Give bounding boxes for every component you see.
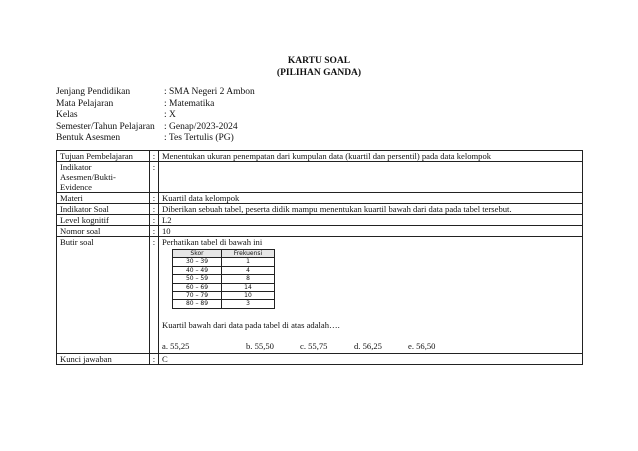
- identity-info: [56, 87, 255, 145]
- info-value: : Tes Tertulis (PG): [164, 133, 234, 144]
- card-subtitle: (PILIHAN GANDA): [276, 68, 362, 78]
- row-value: L2: [159, 215, 583, 226]
- row-label: Indikator Soal: [57, 204, 150, 215]
- info-row-mapel: [56, 99, 255, 111]
- row-label: Level kognitif: [57, 215, 150, 226]
- cell-skor: 60 – 69: [173, 283, 222, 291]
- row-label: Butir soal: [57, 237, 150, 354]
- info-value: : Matematika: [164, 98, 215, 109]
- option-e: e. 56,50: [408, 340, 436, 351]
- cell-frekuensi: 1: [222, 258, 275, 266]
- row-label: [57, 162, 150, 193]
- row-kunci: [57, 353, 583, 364]
- info-value: : SMA Negeri 2 Ambon: [164, 87, 255, 97]
- row-value: Diberikan sebuah tabel, peserta didik mampu menentukan kuartil bawah dari data pada tabel tersebut.: [159, 204, 583, 215]
- info-label: Jenjang Pendidikan: [56, 87, 131, 97]
- cell-frekuensi: 8: [222, 275, 275, 283]
- header-frekuensi: Frekuensi: [222, 250, 275, 258]
- score-table-header: [173, 250, 275, 258]
- row-label: Tujuan Pembelajaran: [57, 151, 150, 162]
- table-row: [173, 258, 275, 266]
- row-colon: :: [150, 204, 159, 215]
- option-b: b. 55,50: [246, 340, 274, 351]
- row-value: C: [159, 353, 583, 364]
- row-label: Kunci jawaban: [57, 353, 150, 364]
- info-value: : X: [164, 110, 176, 121]
- row-colon: :: [150, 226, 159, 237]
- info-value: : Genap/2023-2024: [164, 121, 238, 132]
- row-materi: [57, 193, 583, 204]
- table-row: [173, 275, 275, 283]
- card-title: KARTU SOAL: [287, 56, 351, 66]
- cell-frekuensi: 14: [222, 283, 275, 291]
- question-text: Kuartil bawah dari data pada tabel di atas adalah….: [162, 319, 340, 330]
- row-indikator-soal: [57, 204, 583, 215]
- row-value: 10: [159, 226, 583, 237]
- cell-frekuensi: 4: [222, 266, 275, 274]
- row-colon: :: [150, 237, 159, 354]
- row-label-line: Asesmen/Bukti-Evidence: [60, 172, 116, 192]
- butir-intro: Perhatikan tabel di bawah ini: [162, 237, 263, 247]
- row-label-line: Indikator: [60, 162, 92, 172]
- table-row: [173, 292, 275, 300]
- row-colon: :: [150, 162, 159, 193]
- row-label: Materi: [57, 193, 150, 204]
- row-colon: :: [150, 353, 159, 364]
- info-label: Mata Pelajaran: [56, 98, 114, 109]
- row-value: Kuartil data kelompok: [159, 193, 583, 204]
- row-colon: :: [150, 151, 159, 162]
- info-row-kelas: [56, 110, 255, 122]
- info-row-jenjang: [56, 87, 255, 99]
- option-d: d. 56,25: [354, 340, 382, 351]
- question-card-table: [56, 150, 583, 365]
- cell-skor: 40 – 49: [173, 266, 222, 274]
- table-row: [173, 283, 275, 291]
- info-label: Bentuk Asesmen: [56, 133, 121, 144]
- header-skor: Skor: [173, 250, 222, 258]
- cell-skor: 50 – 59: [173, 275, 222, 283]
- row-level: [57, 215, 583, 226]
- cell-frekuensi: 10: [222, 292, 275, 300]
- row-label: Nomor soal: [57, 226, 150, 237]
- cell-frekuensi: 3: [222, 300, 275, 308]
- info-row-semester: [56, 122, 255, 134]
- row-tujuan: [57, 151, 583, 162]
- cell-skor: 30 – 39: [173, 258, 222, 266]
- cell-skor: 80 – 89: [173, 300, 222, 308]
- option-a: a. 55,25: [162, 340, 190, 351]
- info-label: Kelas: [56, 110, 78, 121]
- row-value: [159, 237, 583, 354]
- row-value: Menentukan ukuran penempatan dari kumpulan data (kuartil dan persentil) pada data kelompok: [159, 151, 583, 162]
- info-label: Semester/Tahun Pelajaran: [56, 121, 155, 132]
- table-row: [173, 266, 275, 274]
- answer-options: [162, 341, 579, 353]
- row-value: [159, 162, 583, 193]
- row-indikator-asesmen: [57, 162, 583, 193]
- row-nomor: [57, 226, 583, 237]
- score-frequency-table: [172, 249, 275, 309]
- row-colon: :: [150, 193, 159, 204]
- row-butir: [57, 237, 583, 354]
- info-row-bentuk: [56, 133, 255, 145]
- cell-skor: 70 – 79: [173, 292, 222, 300]
- table-row: [173, 300, 275, 308]
- row-colon: :: [150, 215, 159, 226]
- option-c: c. 55,75: [300, 340, 328, 351]
